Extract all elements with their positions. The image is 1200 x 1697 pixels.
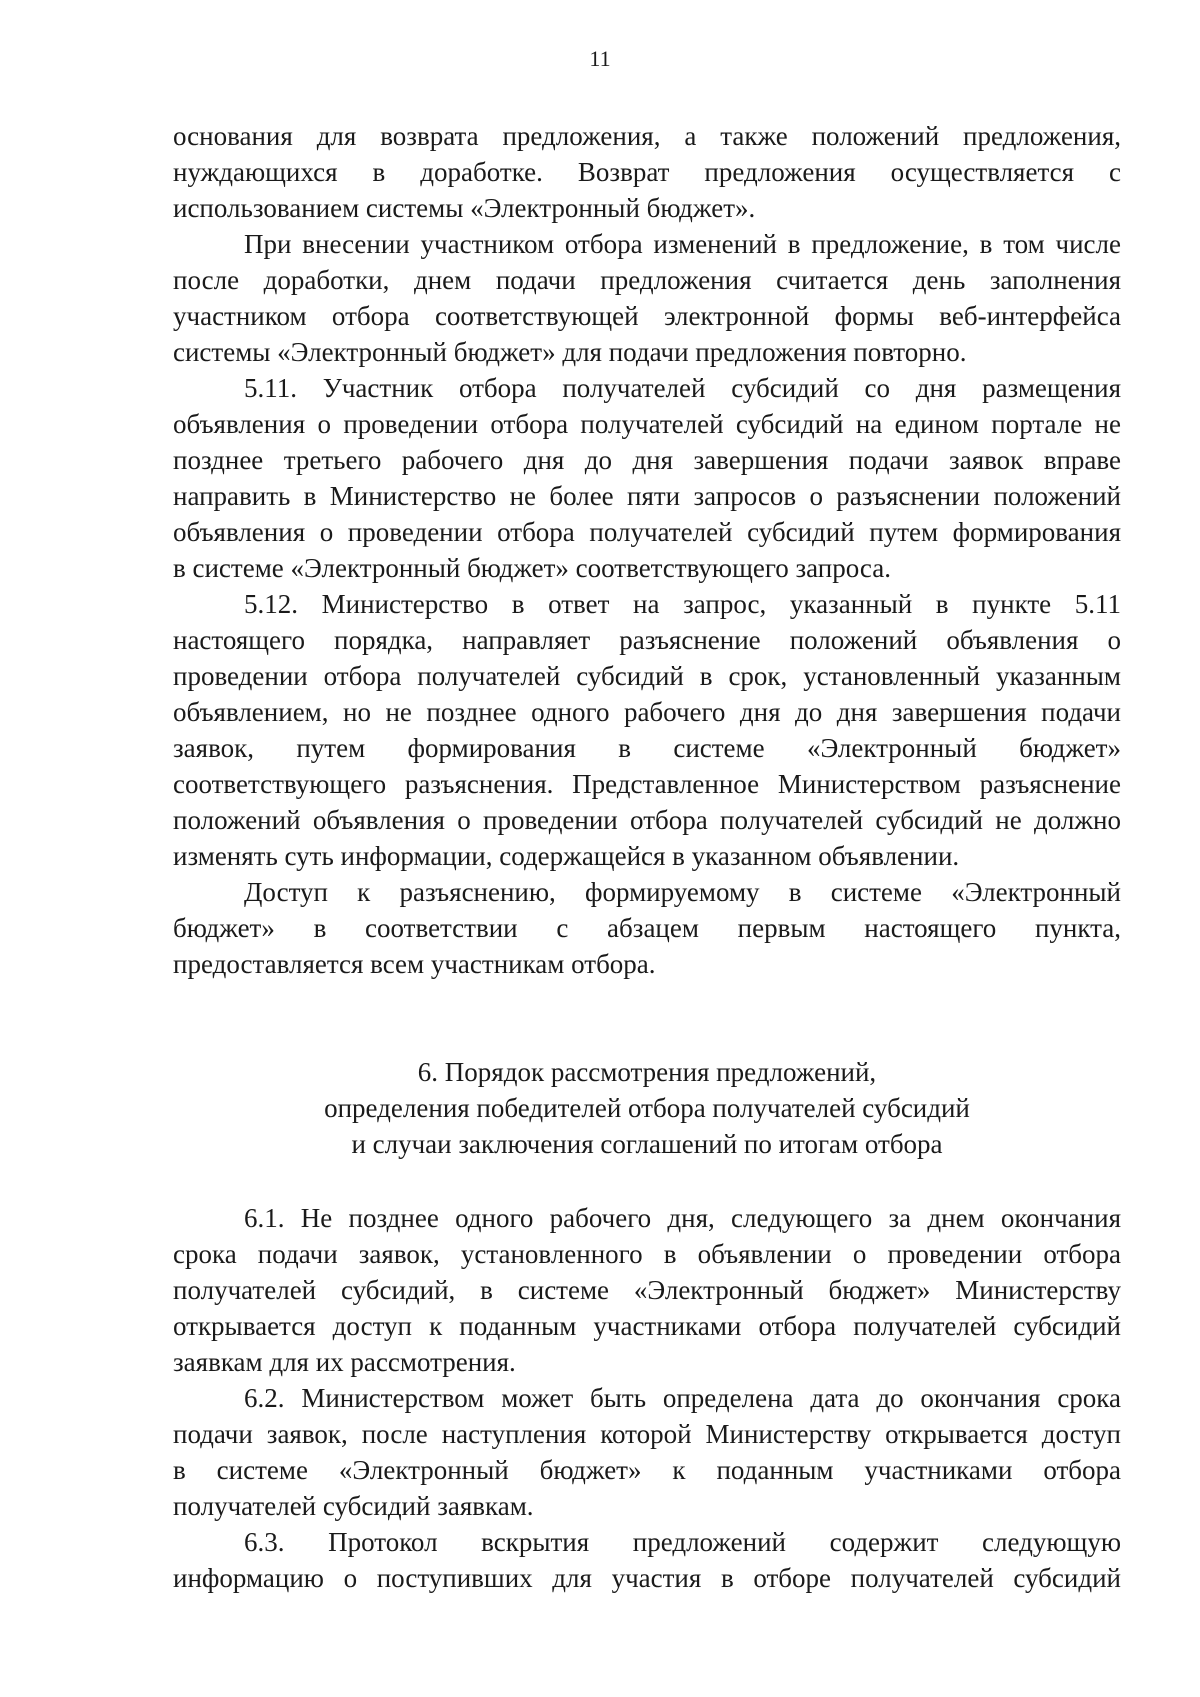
- paragraph-line: 6.1. Не позднее одного рабочего дня, следующего за днем окончания: [244, 1203, 1121, 1233]
- paragraph: [173, 586, 1121, 874]
- section-heading: [173, 1054, 1121, 1162]
- document-body: [173, 118, 1121, 1596]
- paragraph-line: объявления о проведении отбора получателей субсидий на едином портале не: [173, 409, 1121, 439]
- paragraph: [173, 1380, 1121, 1524]
- paragraph-line: подачи заявок, после наступления которой Министерству открывается доступ: [173, 1419, 1121, 1449]
- paragraph-line: срока подачи заявок, установленного в объявлении о проведении отбора: [173, 1239, 1121, 1269]
- paragraph-line: настоящего порядка, направляет разъяснение положений объявления о: [173, 625, 1121, 655]
- paragraph-line: в системе «Электронный бюджет» к поданным участниками отбора: [173, 1455, 1121, 1485]
- paragraph-line: проведении отбора получателей субсидий в срок, установленный указанным: [173, 661, 1121, 691]
- paragraph-line: соответствующего разъяснения. Представленное Министерством разъяснение: [173, 769, 1121, 799]
- paragraph: [173, 1200, 1121, 1380]
- paragraph-line: 5.12. Министерство в ответ на запрос, указанный в пункте 5.11: [244, 589, 1121, 619]
- section-heading-line: 6. Порядок рассмотрения предложений,: [417, 1057, 877, 1087]
- paragraph-line: заявкам для их рассмотрения.: [173, 1347, 516, 1377]
- paragraph-line: 5.11. Участник отбора получателей субсидий со дня размещения: [244, 373, 1121, 403]
- paragraph-line: 6.3. Протокол вскрытия предложений содержит следующую: [244, 1527, 1121, 1557]
- paragraph: [173, 118, 1121, 226]
- paragraph-line: бюджет» в соответствии с абзацем первым настоящего пункта,: [173, 913, 1121, 943]
- paragraph-line: положений объявления о проведении отбора получателей субсидий не должно: [173, 805, 1121, 835]
- paragraph-line: изменять суть информации, содержащейся в указанном объявлении.: [173, 841, 960, 871]
- paragraph-line: после доработки, днем подачи предложения считается день заполнения: [173, 265, 1121, 295]
- paragraph-line: направить в Министерство не более пяти запросов о разъяснении положений: [173, 481, 1121, 511]
- paragraph-line: объявления о проведении отбора получателей субсидий путем формирования: [173, 517, 1121, 547]
- paragraph-line: 6.2. Министерством может быть определена дата до окончания срока: [244, 1383, 1121, 1413]
- paragraph: [173, 1524, 1121, 1596]
- page-number: 11: [589, 46, 611, 71]
- section-heading-line: и случаи заключения соглашений по итогам отбора: [351, 1129, 943, 1159]
- paragraph-line: заявок, путем формирования в системе «Электронный бюджет»: [173, 733, 1121, 763]
- paragraph: [173, 226, 1121, 370]
- paragraph: [173, 370, 1121, 586]
- paragraph-line: предоставляется всем участникам отбора.: [173, 949, 656, 979]
- paragraph-line: При внесении участником отбора изменений в предложение, в том числе: [244, 229, 1121, 259]
- paragraph-line: системы «Электронный бюджет» для подачи предложения повторно.: [173, 337, 967, 367]
- paragraph-line: участником отбора соответствующей электронной формы веб-интерфейса: [173, 301, 1121, 331]
- paragraph-line: открывается доступ к поданным участниками отбора получателей субсидий: [173, 1311, 1121, 1341]
- paragraph-line: нуждающихся в доработке. Возврат предложения осуществляется с: [173, 157, 1121, 187]
- paragraph-line: использованием системы «Электронный бюджет».: [173, 193, 756, 223]
- paragraph-line: позднее третьего рабочего дня до дня завершения подачи заявок вправе: [173, 445, 1121, 475]
- spacer: [173, 1162, 1121, 1200]
- section-heading-line: определения победителей отбора получателей субсидий: [324, 1093, 970, 1123]
- paragraph-line: в системе «Электронный бюджет» соответствующего запроса.: [173, 553, 891, 583]
- paragraph-line: объявлением, но не позднее одного рабочего дня до дня завершения подачи: [173, 697, 1121, 727]
- paragraph-line: информацию о поступивших для участия в отборе получателей субсидий: [173, 1563, 1121, 1593]
- paragraph-line: получателей субсидий заявкам.: [173, 1491, 534, 1521]
- spacer: [173, 982, 1121, 1054]
- paragraph-line: получателей субсидий, в системе «Электронный бюджет» Министерству: [173, 1275, 1121, 1305]
- paragraph-line: Доступ к разъяснению, формируемому в системе «Электронный: [244, 877, 1121, 907]
- paragraph: [173, 874, 1121, 982]
- paragraph-line: основания для возврата предложения, а также положений предложения,: [173, 121, 1121, 151]
